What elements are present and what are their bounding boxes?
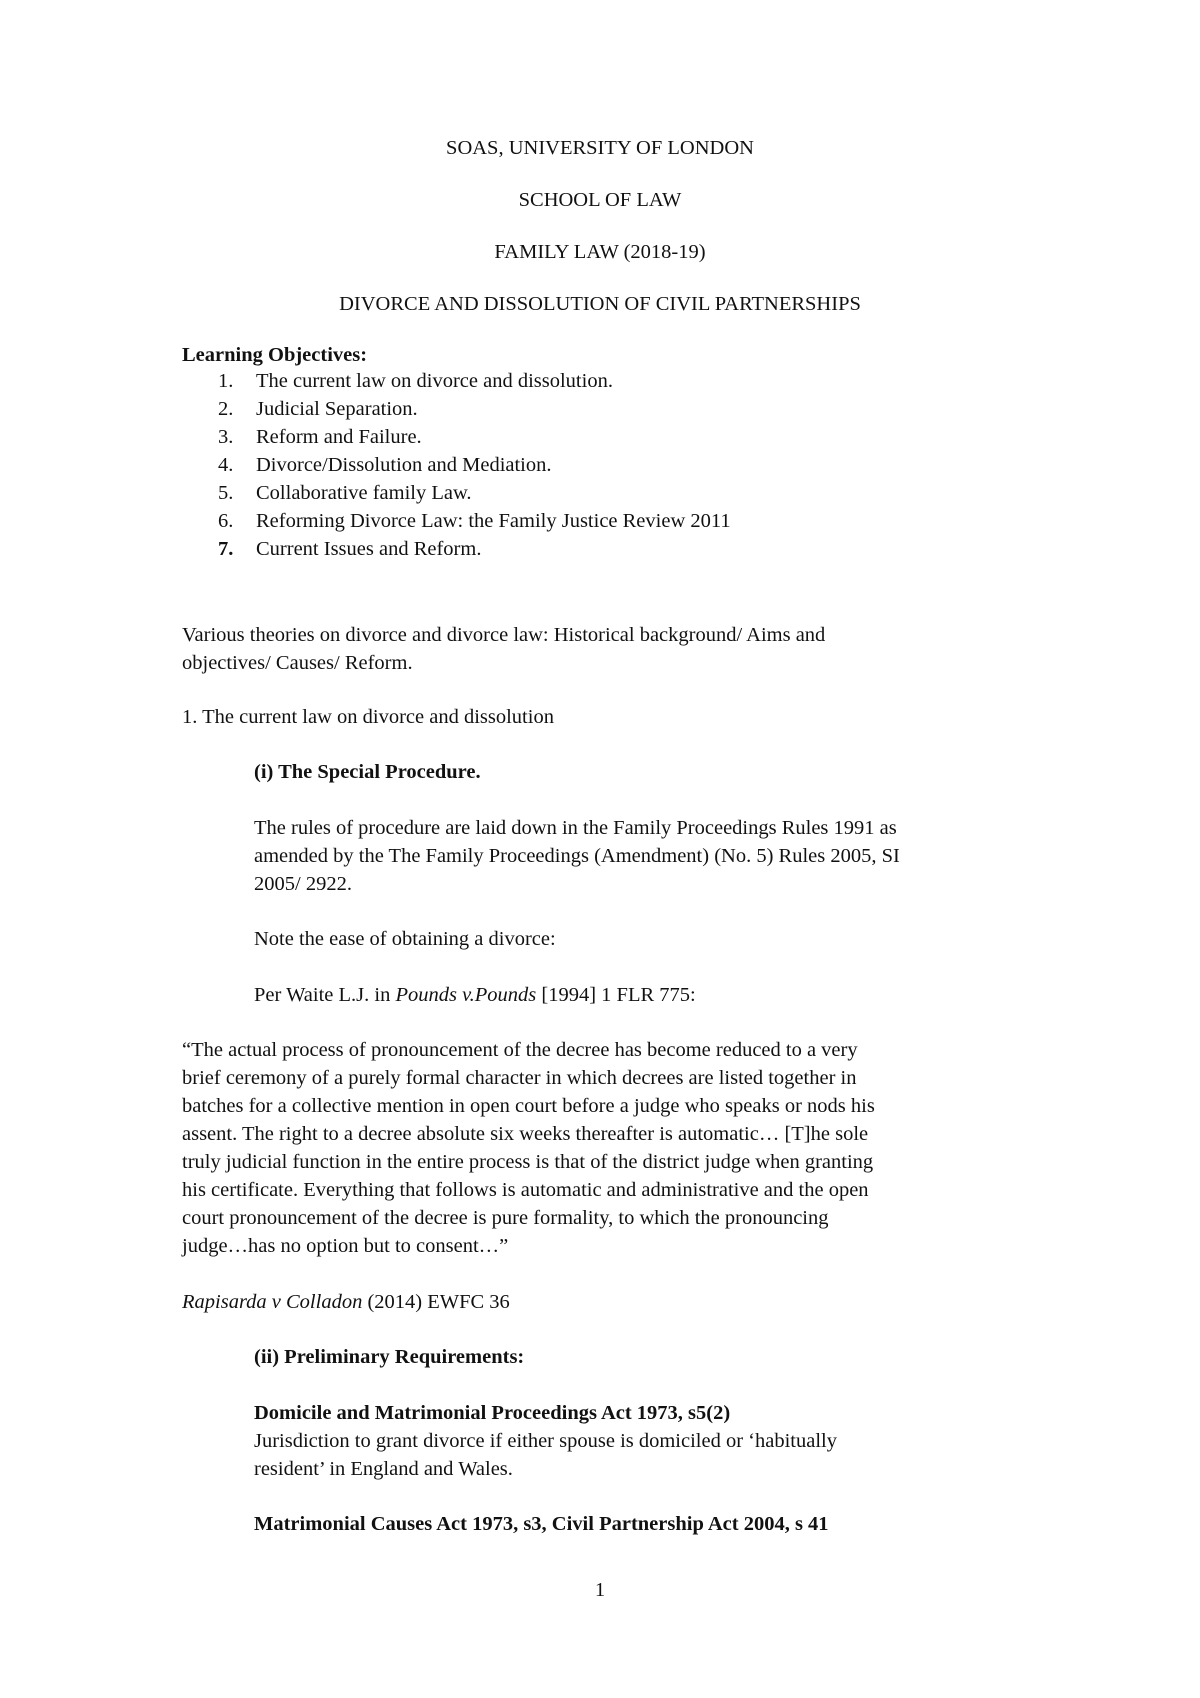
theories-line: Various theories on divorce and divorce law: Historical background/ Aims and xyxy=(182,624,826,646)
act-heading: Matrimonial Causes Act 1973, s3, Civil Partnership Act 2004, s 41 xyxy=(254,1513,829,1535)
paragraph-line: Jurisdiction to grant divorce if either spouse is domiciled or ‘habitually xyxy=(254,1430,837,1452)
paragraph-line: The rules of procedure are laid down in the Family Proceedings Rules 1991 as xyxy=(254,817,897,839)
list-item xyxy=(218,507,731,535)
citation-prefix: Per Waite L.J. in xyxy=(254,984,396,1006)
list-item-text: Collaborative family Law. xyxy=(256,482,472,504)
list-item-number: 4. xyxy=(218,454,234,476)
quote-line: court pronouncement of the decree is pure formality, to which the pronouncing xyxy=(182,1207,829,1229)
note-line: Note the ease of obtaining a divorce: xyxy=(254,928,556,950)
list-item xyxy=(218,535,481,563)
quote-line: batches for a collective mention in open court before a judge who speaks or nods his xyxy=(182,1095,875,1117)
list-item-text: Reform and Failure. xyxy=(256,426,422,448)
subsection-heading: (i) The Special Procedure. xyxy=(254,761,481,783)
list-item-text: Divorce/Dissolution and Mediation. xyxy=(256,454,552,476)
list-item-number: 3. xyxy=(218,426,234,448)
citation-suffix: [1994] 1 FLR 775: xyxy=(536,984,696,1006)
act-heading: Domicile and Matrimonial Proceedings Act 1973, s5(2) xyxy=(254,1402,731,1424)
paragraph-line: amended by the The Family Proceedings (Amendment) (No. 5) Rules 2005, SI xyxy=(254,845,900,867)
paragraph-line: 2005/ 2922. xyxy=(254,873,352,895)
list-item-number: 7. xyxy=(218,538,234,560)
paragraph-line: resident’ in England and Wales. xyxy=(254,1458,513,1480)
page-number: 1 xyxy=(594,1579,606,1601)
case-name: Rapisarda v Colladon xyxy=(182,1291,363,1313)
list-item-text: The current law on divorce and dissolution. xyxy=(256,370,613,392)
section-title: 1. The current law on divorce and dissolution xyxy=(182,706,554,728)
quote-line: “The actual process of pronouncement of the decree has become reduced to a very xyxy=(182,1039,858,1061)
list-item-number: 1. xyxy=(218,370,234,392)
list-item xyxy=(218,367,613,395)
quote-line: truly judicial function in the entire process is that of the district judge when granting xyxy=(182,1151,874,1173)
case-reference: (2014) EWFC 36 xyxy=(362,1291,510,1313)
course-heading: FAMILY LAW (2018-19) xyxy=(494,241,706,263)
list-item-text: Judicial Separation. xyxy=(256,398,418,420)
quote-line: judge…has no option but to consent…” xyxy=(182,1235,509,1257)
school-heading: SCHOOL OF LAW xyxy=(518,189,682,211)
topic-heading: DIVORCE AND DISSOLUTION OF CIVIL PARTNERSHIPS xyxy=(339,293,861,315)
quote-line: his certificate. Everything that follows is automatic and administrative and the open xyxy=(182,1179,869,1201)
objectives-heading: Learning Objectives: xyxy=(182,344,368,366)
case-name: Pounds v.Pounds xyxy=(395,984,537,1006)
quote-line: assent. The right to a decree absolute six weeks thereafter is automatic… [T]he sole xyxy=(182,1123,869,1145)
list-item-number: 2. xyxy=(218,398,234,420)
list-item-number: 5. xyxy=(218,482,234,504)
list-item xyxy=(218,395,418,423)
citation-line xyxy=(254,981,696,1009)
list-item-text: Current Issues and Reform. xyxy=(256,538,482,560)
list-item-number: 6. xyxy=(218,510,234,532)
list-item xyxy=(218,451,552,479)
list-item-text: Reforming Divorce Law: the Family Justice Review 2011 xyxy=(256,510,731,532)
list-item xyxy=(218,479,472,507)
theories-line: objectives/ Causes/ Reform. xyxy=(182,652,413,674)
case-citation xyxy=(182,1288,510,1316)
university-heading: SOAS, UNIVERSITY OF LONDON xyxy=(446,137,754,159)
list-item xyxy=(218,423,422,451)
quote-line: brief ceremony of a purely formal character in which decrees are listed together in xyxy=(182,1067,857,1089)
subsection-heading: (ii) Preliminary Requirements: xyxy=(254,1346,525,1368)
